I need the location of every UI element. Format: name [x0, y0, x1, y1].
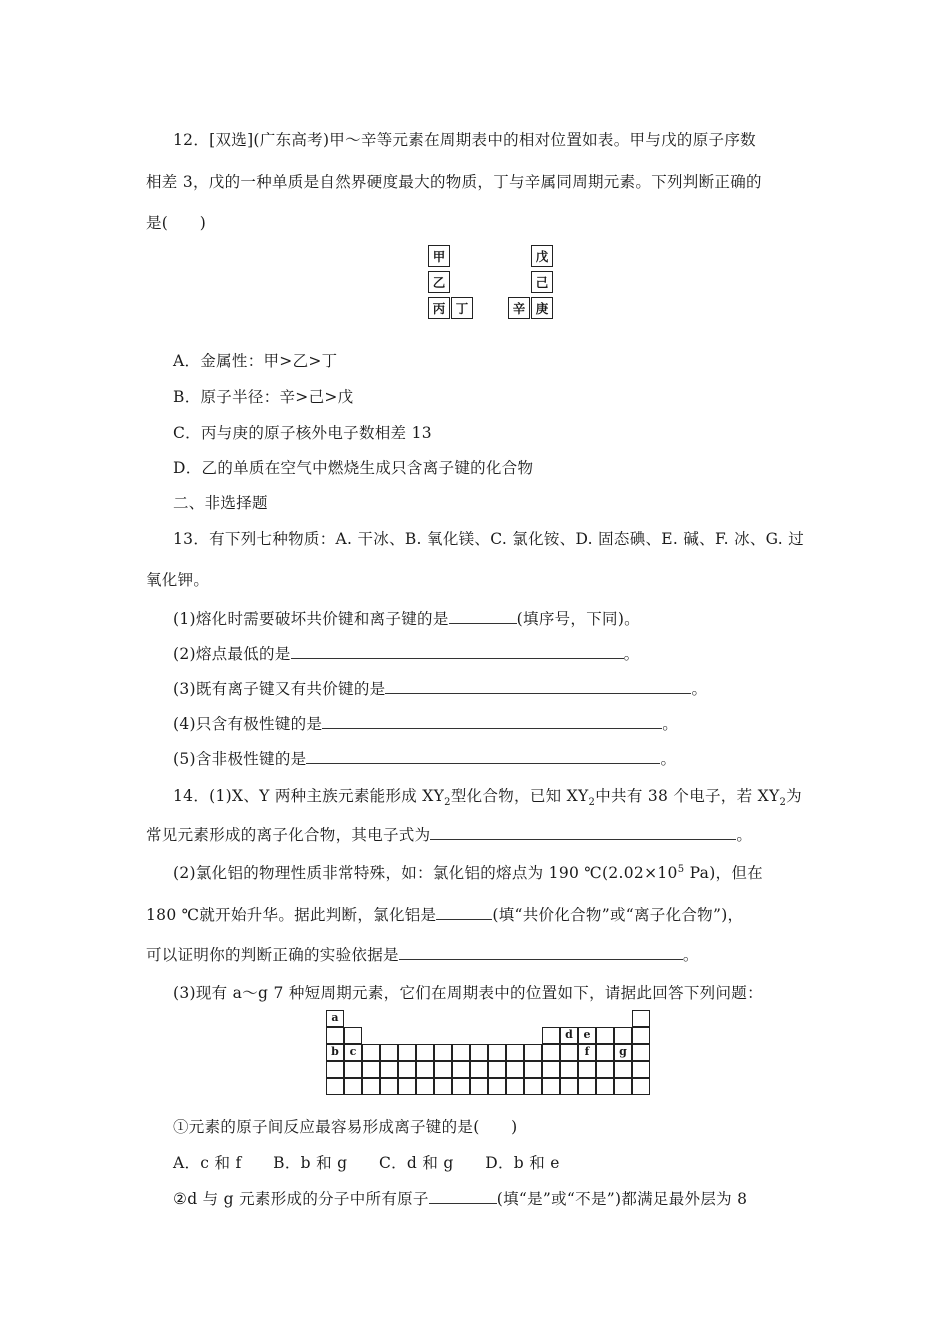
grid-cell: [596, 1078, 614, 1095]
q13-sub2-text: (2)熔点最低的是: [173, 645, 291, 663]
q14-part2-line3: [146, 943, 699, 965]
grid-cell: [596, 1027, 614, 1044]
grid-cell: [344, 1078, 362, 1095]
grid-cell: [452, 1044, 470, 1061]
q14-text: 中共有 38 个电子，若 XY: [595, 787, 780, 805]
grid-cell: [542, 1044, 560, 1061]
grid-cell: [632, 1078, 650, 1095]
q14-text: 常见元素形成的离子化合物，其电子式为: [146, 826, 431, 844]
grid-cell: [416, 1078, 434, 1095]
grid-cell: [380, 1078, 398, 1095]
grid-cell: [524, 1078, 542, 1095]
grid-cell: [614, 1027, 632, 1044]
grid-cell: [560, 1078, 578, 1095]
q12-option-b: B．原子半径：辛>己>戊: [173, 388, 354, 406]
grid-cell-d: d: [560, 1027, 578, 1044]
grid-cell: [398, 1044, 416, 1061]
grid-cell: [632, 1027, 650, 1044]
grid-cell-e: e: [578, 1027, 596, 1044]
q14-part3: (3)现有 a～g 7 种短周期元素，它们在周期表中的位置如下，请据此回答下列问题：: [173, 984, 763, 1002]
grid-cell: [470, 1078, 488, 1095]
grid-cell: [542, 1027, 560, 1044]
cell-geng: 庚: [531, 297, 553, 319]
grid-cell: [380, 1044, 398, 1061]
q14-part2-line2: [146, 903, 743, 925]
q14-line2: [146, 823, 752, 845]
grid-cell: [452, 1061, 470, 1078]
grid-cell-b: b: [326, 1044, 344, 1061]
grid-cell: [542, 1061, 560, 1078]
period: 。: [736, 826, 753, 844]
grid-cell: [452, 1078, 470, 1095]
q13-sub2: [173, 642, 639, 664]
grid-cell: [506, 1044, 524, 1061]
grid-cell: [326, 1078, 344, 1095]
grid-cell: [542, 1078, 560, 1095]
grid-cell: [632, 1044, 650, 1061]
grid-cell: [578, 1078, 596, 1095]
cell-ding: 丁: [451, 297, 473, 319]
q13-sub4: [173, 712, 678, 734]
grid-cell: [398, 1061, 416, 1078]
answer-blank[interactable]: [430, 825, 736, 840]
cell-ji: 己: [531, 271, 553, 293]
grid-cell: [524, 1044, 542, 1061]
q13-sub5-text: (5)含非极性键的是: [173, 750, 307, 768]
grid-cell: [416, 1061, 434, 1078]
grid-cell: [470, 1044, 488, 1061]
q14-text: 180 ℃就开始升华。据此判断，氯化铝是: [146, 906, 437, 924]
grid-cell: [434, 1044, 452, 1061]
q13-sub5: [173, 747, 676, 769]
answer-blank[interactable]: [306, 749, 660, 764]
grid-cell: [560, 1061, 578, 1078]
grid-cell: [488, 1078, 506, 1095]
grid-cell: [578, 1061, 596, 1078]
grid-cell: [632, 1010, 650, 1027]
grid-cell: [596, 1061, 614, 1078]
cell-jia: 甲: [428, 245, 450, 267]
period: 。: [662, 715, 679, 733]
q13-sub1-note: (填序号，下同)。: [516, 610, 640, 628]
period: 。: [691, 680, 708, 698]
grid-cell: [344, 1027, 362, 1044]
cell-wu: 戊: [531, 245, 553, 267]
grid-cell: [326, 1061, 344, 1078]
grid-cell-c: c: [344, 1044, 362, 1061]
period: 。: [682, 946, 699, 964]
grid-cell: [506, 1078, 524, 1095]
grid-cell: [488, 1061, 506, 1078]
answer-blank[interactable]: [291, 644, 624, 659]
grid-cell: [632, 1061, 650, 1078]
q14-text: (2)氯化铝的物理性质非常特殊，如：氯化铝的熔点为 190 ℃(2.02×10: [173, 864, 678, 882]
grid-cell: [416, 1044, 434, 1061]
q13-line1: 13．有下列七种物质：A. 干冰、B. 氧化镁、C. 氯化铵、D. 固态碘、E. 碱、F. 冰、G. 过: [173, 530, 805, 548]
q13-sub4-text: (4)只含有极性键的是: [173, 715, 323, 733]
answer-blank[interactable]: [385, 679, 691, 694]
q12-line1: 12．[双选](广东高考)甲～辛等元素在周期表中的相对位置如表。甲与戊的原子序数: [173, 131, 756, 149]
grid-cell: [362, 1061, 380, 1078]
q13-sub3: [173, 677, 707, 699]
grid-cell: [362, 1044, 380, 1061]
grid-cell: [398, 1078, 416, 1095]
subscript: 2: [779, 797, 787, 809]
q14-text: 可以证明你的判断正确的实验依据是: [146, 946, 399, 964]
q12-option-c: C．丙与庚的原子核外电子数相差 13: [173, 424, 432, 442]
grid-cell: [524, 1061, 542, 1078]
q14-text: (填“共价化合物”或“离子化合物”)，: [492, 906, 744, 924]
grid-cell-g: g: [614, 1044, 632, 1061]
cell-yi: 乙: [428, 271, 450, 293]
grid-cell: [470, 1061, 488, 1078]
q14-sub2: [173, 1187, 747, 1209]
grid-cell: [326, 1027, 344, 1044]
q14-sub1-options: A．c 和 f B．b 和 g C．d 和 g D．b 和 e: [173, 1154, 560, 1172]
q12-line3: 是( ): [146, 214, 207, 232]
grid-cell: [344, 1061, 362, 1078]
cell-xin: 辛: [508, 297, 530, 319]
q12-option-a: A．金属性：甲>乙>丁: [173, 352, 338, 370]
answer-blank[interactable]: [449, 609, 517, 624]
grid-cell: [596, 1044, 614, 1061]
answer-blank[interactable]: [399, 945, 683, 960]
q14-part2-line1: [173, 861, 763, 883]
q13-sub1-text: (1)熔化时需要破坏共价键和离子键的是: [173, 610, 449, 628]
grid-cell: [560, 1044, 578, 1061]
q14-line1: [173, 784, 802, 808]
q14-text: 14．(1)X、Y 两种主族元素能形成 XY: [173, 787, 445, 805]
grid-cell: [488, 1044, 506, 1061]
grid-cell: [506, 1061, 524, 1078]
q14-text: ②d 与 g 元素形成的分子中所有原子: [173, 1190, 429, 1208]
q13-line2: 氧化钾。: [146, 571, 210, 589]
q14-sub1: ①元素的原子间反应最容易形成离子键的是( ): [173, 1118, 518, 1136]
q13-sub3-text: (3)既有离子键又有共价键的是: [173, 680, 386, 698]
grid-cell: [614, 1061, 632, 1078]
q14-text: 为: [786, 787, 802, 805]
q14-text: 型化合物，已知 XY: [450, 787, 589, 805]
superscript: 5: [677, 863, 685, 875]
section-heading: 二、非选择题: [173, 494, 268, 512]
subscript: 2: [588, 797, 596, 809]
grid-cell: [434, 1078, 452, 1095]
grid-cell: [362, 1078, 380, 1095]
period: 。: [623, 645, 640, 663]
q14-text: (填“是”或“不是”)都满足最外层为 8: [496, 1190, 748, 1208]
grid-cell: [614, 1078, 632, 1095]
answer-blank[interactable]: [436, 905, 492, 920]
q14-text: Pa)，但在: [684, 864, 763, 882]
q12-line2: 相差 3，戊的一种单质是自然界硬度最大的物质，丁与辛属同周期元素。下列判断正确的: [146, 173, 762, 191]
answer-blank[interactable]: [429, 1189, 497, 1204]
grid-cell: [434, 1061, 452, 1078]
cell-bing: 丙: [428, 297, 450, 319]
grid-cell: [380, 1061, 398, 1078]
period: 。: [660, 750, 677, 768]
answer-blank[interactable]: [322, 714, 662, 729]
grid-cell-f: f: [578, 1044, 596, 1061]
q13-sub1: [173, 607, 640, 629]
q12-option-d: D．乙的单质在空气中燃烧生成只含离子键的化合物: [173, 459, 534, 477]
subscript: 2: [444, 797, 451, 809]
grid-cell-a: a: [326, 1010, 344, 1027]
